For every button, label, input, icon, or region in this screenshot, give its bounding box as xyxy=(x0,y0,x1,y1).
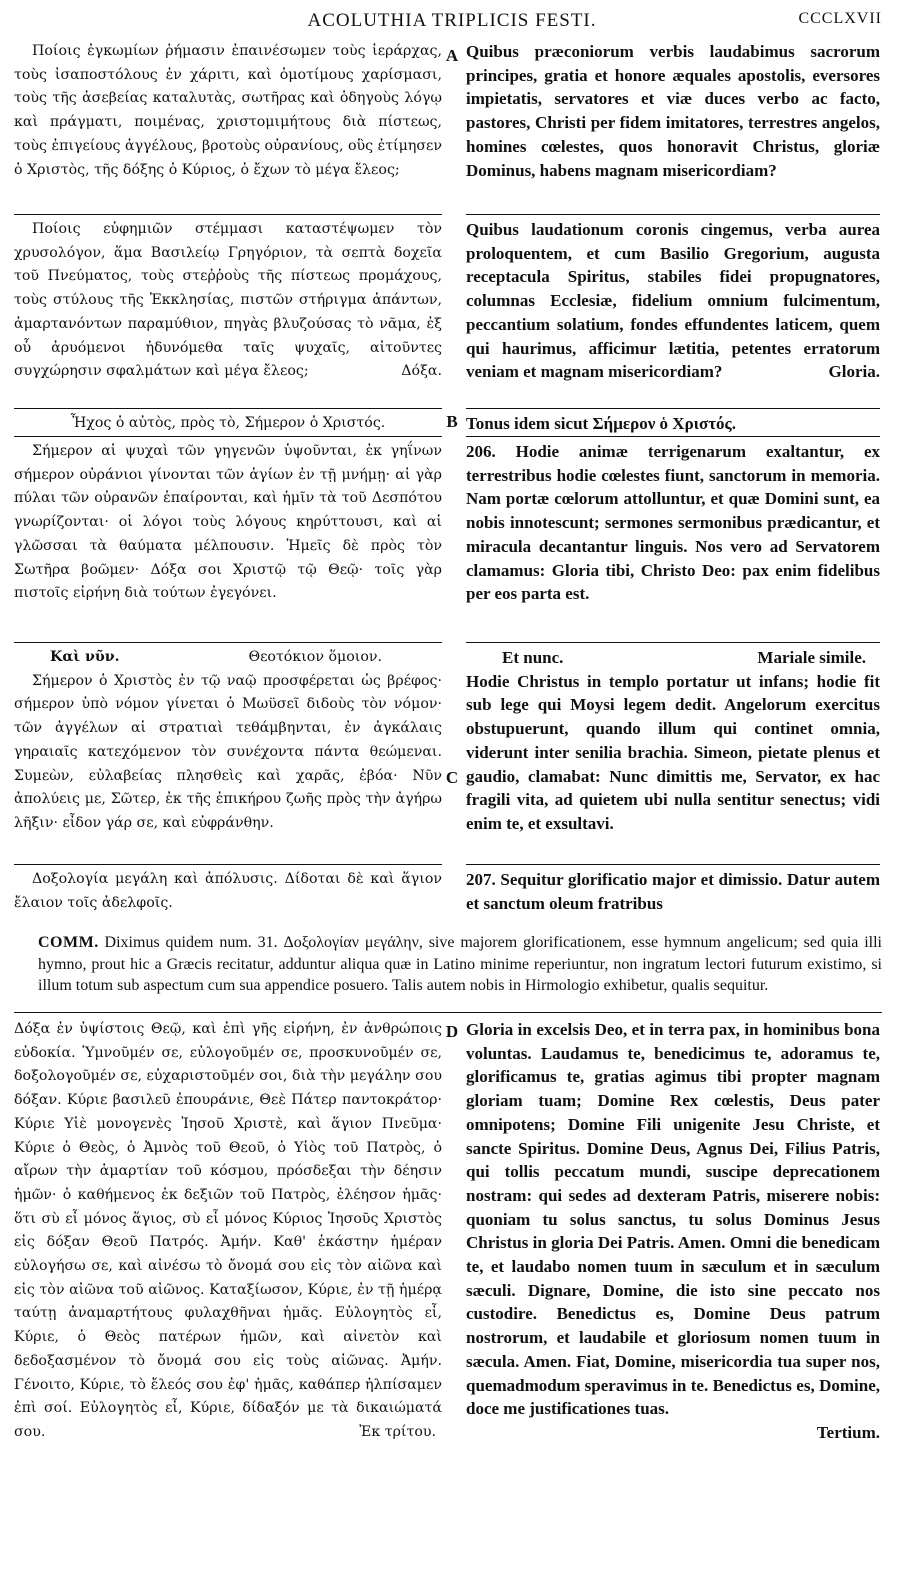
greek-theotokion: Θεοτόκιον ὅμοιον. xyxy=(248,649,382,665)
commentary-block xyxy=(38,932,882,997)
column-divider xyxy=(14,214,442,215)
greek-paragraph-2 xyxy=(14,218,442,384)
latin-paragraph-4: Hodie Christus in templo portatur ut infans; hodie fit sub lege qui Moysi legem dedit. Angelorum exercitus obstupuerunt, quando illum qui continet omnia, viderunt inter senilia brachia. Simeon, pietate plenus et gaudio, clamabat: Nunc dimittis me, Servator, ex hac fragili vita, ad quietem ubi nulla sentitur senectus; vidi enim te, et exsultavi. xyxy=(466,671,880,833)
column-divider xyxy=(14,642,442,643)
page-number: CCCLXVII xyxy=(798,10,882,27)
commentary-label: COMM. xyxy=(38,934,99,951)
greek-column-a2 xyxy=(14,218,442,384)
greek-rubric-block xyxy=(14,868,442,915)
greek-column-b xyxy=(14,440,442,606)
latin-tone-block xyxy=(466,412,880,436)
latin-paragraph-2-text: Quibus laudationum coronis cingemus, verba aurea proloquentem, et cum Basilio Gregorium, augusta receptacula Spiritus, stabiles fidei propugnatores, columnas Ecclesiæ, fidelium omnium fulcimentum, peccantium solatium, fondes effundentes laticem, quem qui haurimus, afficimur lætitia, petentes erratorum veniam et magnam misericordiam? xyxy=(466,220,880,382)
greek-paragraph-3: Σήμερον αἱ ψυχαὶ τῶν γηγενῶν ὑψοῦνται, ἐκ γηΐνων σήμερον οὐράνιοι γίνονται τῶν ἁγίων ἐν τῇ μνήμῃ· αἱ γὰρ πύλαι τῶν οὐρανῶν ἐπαίρονται, καὶ ἡμῖν τὰ τοῦ Δεσπότου γνωρίζονται· οἱ λόγοι τοὺς λόγους κηρύττουσι, καὶ αἱ γλῶσσαι τὰ θαύματα μέλπουσιν. Ἡμεῖς δὲ πρὸς τὸν Σωτῆρα βοῶμεν· Δόξα σοι Χριστῷ τῷ Θεῷ· τοῖς γὰρ πιστοῖς εἰρήνη διὰ τούτων ἐγεγόνει. xyxy=(14,443,442,602)
greek-column-a xyxy=(14,40,442,182)
latin-et-nunc: Et nunc. xyxy=(502,648,564,667)
margin-mark-b: B xyxy=(446,412,458,431)
column-divider xyxy=(14,436,442,437)
greek-paragraph-2-text: Ποίοις εὐφημιῶν στέμμασι καταστέψωμεν τὸν χρυσολόγον, ἅμα Βασιλείῳ Γρηγόριον, τὰ σεπτὰ δοχεῖα τοῦ Πνεύματος, τοὺς στεῤῥοὺς τῆς πίστεως προμάχους, τοὺς στύλους τῆς Ἐκκλησίας, πιστῶν στήριγμα ἁπάντων, ἁμαρτανόντων παραμύθιον, πηγὰς βλυζούσας τὸ νᾶμα, ἐξ οὗ ἀρυόμενοι ἡδυνόμεθα ταῖς ψυχαῖς, αἰτοῦντες συγχώρησιν σφαλμάτων καὶ μέγα ἔλεος; xyxy=(14,221,442,380)
latin-paragraph-6: Gloria in excelsis Deo, et in terra pax, in hominibus bona voluntas. Laudamus te, benedicimus te, adoramus te, glorificamus te, gratias agimus tibi propter magnam gloriam tuam; Domine Rex cœlestis, Deus pater omnipotens; Domine Fili unigenite Jesu Christe, et sancte Spiritus. Domine Deus, Agnus Dei, Filius Patris, qui tollis peccatum mundi, suscipe deprecationem nostram: qui sedes ad dexteram Patris, miserere nobis: quoniam tu solus sanctus, tu solus Dominus Jesus Christus in gloria Dei Patris. Amen. Omni die benedicam te, et laudabo nomen tuum in sæculum et in sæculum sæculi. Dignare, Domine, die isto sine peccato nos custodire. Benedictus es, Domine Deus patrum nostrorum, et laudabile et gloriosum nomen tuum in sæcula. Amen. Fiat, Domine, misericordia tua super nos, quemadmodum speravimus in te. Benedictus es, Domine, doce me justificationes tuas. xyxy=(466,1020,880,1419)
greek-kai-nyn-row xyxy=(14,646,442,670)
running-header xyxy=(0,6,904,32)
margin-mark-a: A xyxy=(445,46,459,65)
running-title: ACOLUTHIA TRIPLICIS FESTI. xyxy=(307,10,597,31)
latin-paragraph-1: Quibus præconiorum verbis laudabimus sacrorum principes, gratia et honore æquales apostolis, eversores impietatis, servatores et viæ duces verbo ac facto, pastores, Christi per fidem imitatores, terrestres angelos, homines cœlestes, quos honoravit Christus, gloriæ Dominus, habens magnam misericordiam? xyxy=(466,42,880,180)
latin-tertium: Tertium. xyxy=(816,1422,880,1442)
latin-paragraph-5: 207. Sequitur glorificatio major et dimissio. Datur autem et sanctum oleum fratribus xyxy=(466,870,880,913)
latin-column-b xyxy=(466,440,880,606)
latin-column-c xyxy=(466,646,880,836)
latin-tone: Tonus idem sicut Σήμερον ὁ Χριστός. xyxy=(466,414,736,433)
latin-mariale: Mariale simile. xyxy=(757,648,866,667)
column-divider xyxy=(466,864,880,865)
greek-paragraph-5: Δοξολογία μεγάλη καὶ ἀπόλυσις. Δίδοται δὲ καὶ ἅγιον ἔλαιον τοῖς ἀδελφοῖς. xyxy=(14,871,442,911)
section-divider xyxy=(14,1012,882,1013)
latin-column-a2 xyxy=(466,218,880,384)
greek-ek-tritou: Ἐκ τρίτου. xyxy=(359,1423,436,1440)
margin-mark-d: D xyxy=(445,1022,459,1041)
greek-kai-nyn: Καὶ νῦν. xyxy=(50,649,120,665)
greek-doxa: Δόξα. xyxy=(401,363,442,380)
greek-column-d xyxy=(14,1018,442,1445)
latin-paragraph-2 xyxy=(466,218,880,384)
commentary-text: Diximus quidem num. 31. Δοξολογίαν μεγάλην, sive majorem glorificationem, esse hymnum angelicum; sed quia illi hymno, prout hic a Græcis recitatur, adduntur aliqua quæ in Latino minime reperiuntur, non ingratum lectori futurum existimo, si illum totum sub aspectum cum sua appendice posuero. Talis autem nobis in Hirmologio exhibetur, qualis sequitur. xyxy=(38,934,882,994)
greek-paragraph-6 xyxy=(14,1018,442,1445)
column-divider xyxy=(466,408,880,409)
greek-tone-block xyxy=(14,412,442,436)
greek-column-c xyxy=(14,646,442,836)
margin-mark-c: C xyxy=(445,768,459,787)
latin-paragraph-3: 206. Hodie animæ terrigenarum exaltantur, ex terrestribus hodie cœlestes fiunt, sanctorum in memoria. Nam portæ cœlorum attolluntur, et quæ Domini sunt, ea nobis innotescunt; sermones sermonibus prædicantur, et miracula decantantur linguis. Nos vero ad Servatorem clamamus: Gloria tibi, Christo Deo: pax enim fidelibus per eos parta est. xyxy=(466,442,880,604)
column-divider xyxy=(14,864,442,865)
latin-et-nunc-row xyxy=(466,646,880,670)
greek-paragraph-6-text: Δόξα ἐν ὑψίστοις Θεῷ, καὶ ἐπὶ γῆς εἰρήνη, ἐν ἀνθρώποις εὐδοκία. Ὑμνοῦμέν σε, εὐλογοῦμέν σε, προσκυνοῦμέν σε, δοξολογοῦμέν σε, εὐχαριστοῦμέν σοι, διὰ τὴν μεγάλην σου δόξαν. Κύριε βασιλεῦ ἐπουράνιε, Θεὲ Πάτερ παντοκράτορ· Κύριε Υἱὲ μονογενὲς Ἰησοῦ Χριστὲ, καὶ ἅγιον Πνεῦμα· Κύριε ὁ Θεὸς, ὁ Ἀμνὸς τοῦ Θεοῦ, ὁ Υἱὸς τοῦ Πατρὸς, ὁ αἴρων τὴν ἁμαρτίαν τοῦ κόσμου, πρόσδεξαι τὴν δέησιν ἡμῶν· ὁ καθήμενος ἐκ δεξιῶν τοῦ Πατρὸς, ἐλέησον ἡμᾶς· ὅτι σὺ εἶ μόνος ἅγιος, σὺ εἶ μόνος Κύριος Ἰησοῦς Χριστὸς εἰς δόξαν Θεοῦ Πατρός. Ἀμήν. Καθ' ἑκάστην ἡμέραν εὐλογήσω σε, καὶ αἰνέσω τὸ ὄνομά σου εἰς τὸν αἰῶνα καὶ εἰς τὸν αἰῶνα τοῦ αἰῶνος. Καταξίωσον, Κύριε, ἐν τῇ ἡμέρᾳ ταύτῃ ἀναμαρτήτους φυλαχθῆναι ἡμᾶς. Εὐλογητὸς εἶ, Κύριε, ὁ Θεὸς πατέρων ἡμῶν, καὶ αἰνετὸν καὶ δεδοξασμένον τὸ ὄνομά σου εἰς τοὺς αἰῶνας. Ἀμήν. Γένοιτο, Κύριε, τὸ ἔλεός σου ἐφ' ἡμᾶς, καθάπερ ἠλπίσαμεν ἐπὶ σοί. Εὐλογητὸς εἶ, Κύριε, δίδαξόν με τὰ δικαιώματά σου. xyxy=(14,1021,442,1440)
column-divider xyxy=(466,642,880,643)
latin-gloria: Gloria. xyxy=(828,362,880,382)
column-divider xyxy=(14,408,442,409)
greek-paragraph-1: Ποίοις ἐγκωμίων ῥήμασιν ἐπαινέσωμεν τοὺς ἱεράρχας, τοὺς ἰσαποστόλους ἐν χάριτι, καὶ ὁμοτίμους χαρίσμασι, τοὺς τῆς ἀσεβείας καταλυτὰς, σωτῆρας καὶ ὁδηγοὺς λόγῳ καὶ πράγματι, ποιμένας, χριστομιμήτους διὰ πίστεως, τοὺς ἐπιγείους ἀγγέλους, βροτοὺς οὐρανίους, οὓς ἐτίμησεν ὁ Χριστὸς, τῆς δόξης ὁ Κύριος, ὁ ἔχων τὸ μέγα ἔλεος; xyxy=(14,43,442,178)
column-divider xyxy=(466,436,880,437)
latin-column-d xyxy=(466,1018,880,1445)
latin-column-a xyxy=(466,40,880,182)
greek-paragraph-4: Σήμερον ὁ Χριστὸς ἐν τῷ ναῷ προσφέρεται ὡς βρέφος· σήμερον ὑπὸ νόμον γίνεται ὁ Μωϋσεῖ διδοὺς τὸν νόμον· τῶν ἀγγέλων αἱ στρατιαὶ τεθάμβηνται, ἐν ἀγκάλαις γηραιαῖς κατεχόμενον τὸν συνέχοντα πάντα θεώμεναι. Συμεὼν, εὐλαβείας πλησθεὶς καὶ χαρᾶς, ἐβόα· Νῦν ἀπολύεις με, Σῶτερ, ἐκ τῆς ἐπικήρου ζωῆς πρὸς τὴν ἀγήρω λῆξιν· εἶδον γάρ σε, καὶ εὐφράνθην. xyxy=(14,672,442,831)
greek-tone: Ἦχος ὁ αὐτὸς, πρὸς τὸ, Σήμερον ὁ Χριστός. xyxy=(70,415,386,431)
column-divider xyxy=(466,214,880,215)
latin-rubric-block xyxy=(466,868,880,915)
